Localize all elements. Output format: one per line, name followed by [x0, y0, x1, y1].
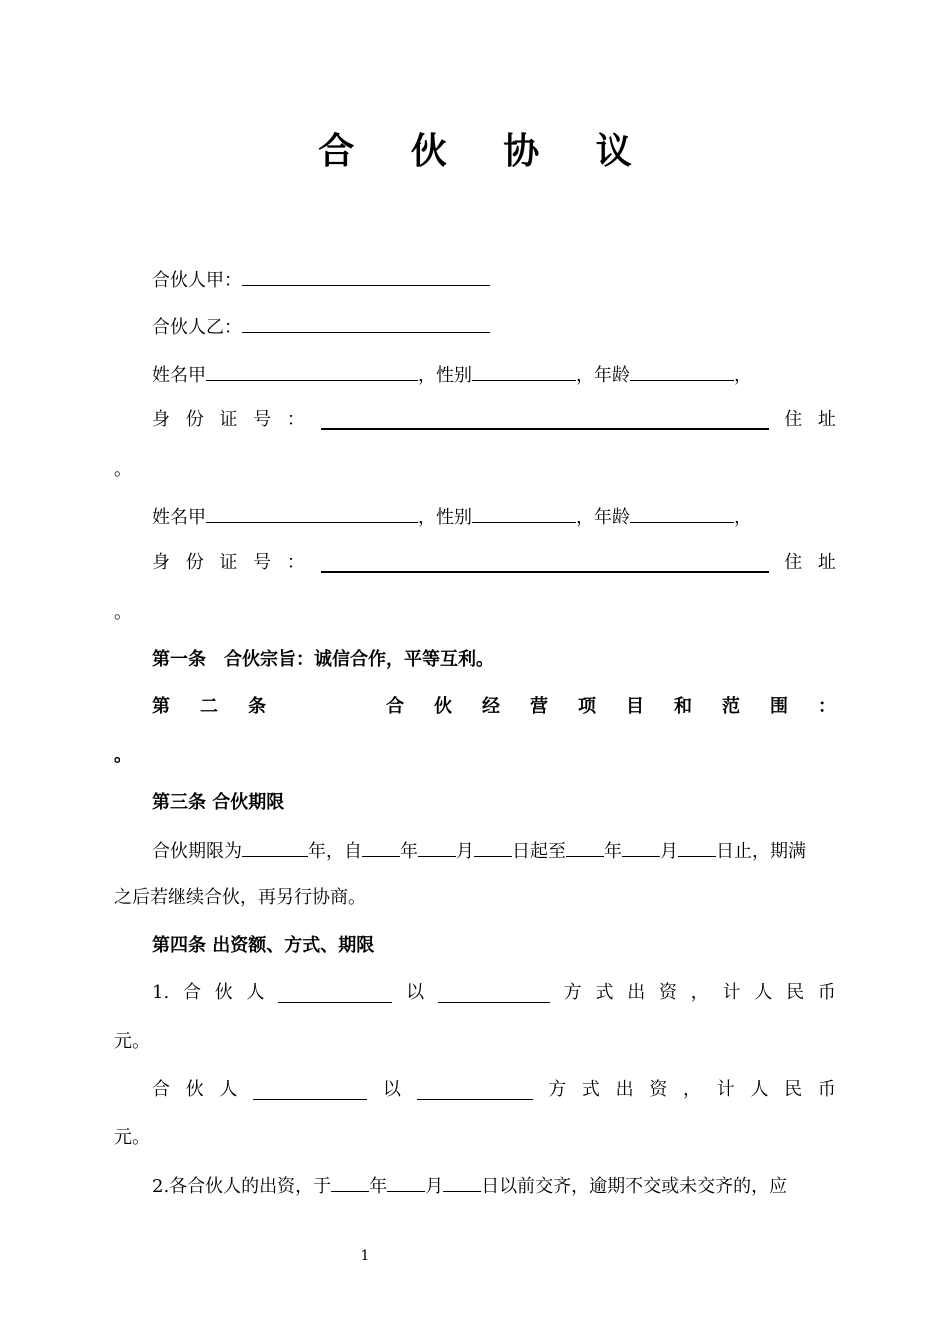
- item1-char: 计: [722, 982, 741, 1003]
- item1b-partner-blank[interactable]: [253, 1081, 367, 1100]
- person1-id-char: 号: [253, 409, 272, 430]
- person1-name-line: [152, 362, 752, 388]
- person2-id-char: ：: [286, 552, 305, 573]
- person1-id-blank[interactable]: [321, 410, 769, 430]
- article2-char: 伙: [434, 696, 452, 717]
- person1-name-blank[interactable]: [206, 362, 418, 381]
- item1b-char: ，: [683, 1079, 702, 1100]
- person1-id-char: ：: [286, 409, 305, 430]
- item1b-char: 计: [716, 1079, 735, 1100]
- person1-id-line: [152, 408, 836, 432]
- person2-id-line: [152, 551, 836, 575]
- item1b-char: 式: [581, 1079, 600, 1100]
- item2-year-blank[interactable]: [331, 1173, 369, 1192]
- item2-text: 年: [369, 1176, 388, 1197]
- item1b-char: 伙: [185, 1079, 204, 1100]
- item1-tail: 元。: [114, 1031, 150, 1052]
- item1-partner-blank[interactable]: [278, 984, 392, 1003]
- item1b-mid: 以: [382, 1079, 401, 1100]
- article2-char: 目: [626, 696, 644, 717]
- person1-id-char: 份: [185, 409, 204, 430]
- person2-id-char: 份: [185, 552, 204, 573]
- item2-month-blank[interactable]: [387, 1173, 425, 1192]
- item1-char: 方: [563, 982, 582, 1003]
- person2-age-label: ，年龄: [576, 507, 630, 528]
- item1b-char: 出: [615, 1079, 634, 1100]
- item1-char: 资: [659, 982, 677, 1003]
- person1-address-tail: 。: [114, 459, 132, 480]
- item1-char: 1.: [152, 982, 170, 1003]
- article2-line: [152, 695, 836, 719]
- page-number: 1: [360, 1248, 370, 1264]
- item2-text: 2.各合伙人的出资，于: [152, 1176, 332, 1197]
- item1-char: 合: [182, 982, 201, 1003]
- item1b-char: 资: [649, 1079, 668, 1100]
- item1b-char: 民: [784, 1079, 803, 1100]
- article1-text: 第一条 合伙宗旨：诚信合作，平等互利。: [152, 649, 494, 670]
- item1b-char: 人: [750, 1079, 769, 1100]
- article3-text: 月: [456, 841, 474, 862]
- article3-text: 年，自: [308, 841, 362, 862]
- item1b-char: 人: [219, 1079, 238, 1100]
- item2-text: 日以前交齐，逾期不交或未交齐的，应: [481, 1176, 788, 1197]
- item1b-char: 合: [152, 1079, 170, 1100]
- item1-mid: 以: [406, 982, 425, 1003]
- article3-text: 日起至: [512, 841, 566, 862]
- article3-text: 合伙期限为: [152, 841, 242, 862]
- article2-char: 营: [530, 696, 548, 717]
- article2-char: 二: [200, 696, 218, 717]
- person1-gender-label: ，性别: [418, 365, 472, 386]
- person1-address-char: 址: [817, 409, 836, 430]
- article2-char: 合: [386, 696, 404, 717]
- partner-b-label: 合伙人乙：: [152, 317, 242, 338]
- start-month-blank[interactable]: [418, 838, 456, 857]
- person2-address-char: 址: [817, 552, 836, 573]
- person2-name-line: [152, 504, 752, 530]
- person2-id-blank[interactable]: [321, 553, 769, 573]
- person2-id-char: 号: [253, 552, 272, 573]
- person1-id-char: 证: [219, 409, 238, 430]
- item2-text: 月: [425, 1176, 444, 1197]
- article2-char: 范: [722, 696, 740, 717]
- article2-char: 经: [482, 696, 500, 717]
- item1-char: 人: [754, 982, 773, 1003]
- person1-gender-blank[interactable]: [472, 362, 576, 381]
- partner-a-label: 合伙人甲：: [152, 270, 242, 291]
- person2-age-blank[interactable]: [630, 504, 734, 523]
- item1-char: 式: [595, 982, 614, 1003]
- partner-a-blank[interactable]: [242, 267, 490, 286]
- article2-char: 第: [152, 696, 170, 717]
- person2-gender-blank[interactable]: [472, 504, 576, 523]
- article2-char: 条: [248, 696, 266, 717]
- article2-char: 项: [578, 696, 596, 717]
- item1-char: 人: [246, 982, 265, 1003]
- item1-char: 出: [627, 982, 646, 1003]
- term-years-blank[interactable]: [242, 838, 308, 857]
- article3-text: 日止，期满: [716, 841, 806, 862]
- person2-name-blank[interactable]: [206, 504, 418, 523]
- article2-tail: 。: [114, 745, 132, 766]
- item1-char: ，: [690, 982, 709, 1003]
- article3-text: 年: [400, 841, 418, 862]
- article3-p2: 之后若继续合伙，再另行协商。: [114, 887, 366, 908]
- item1-char: 币: [817, 982, 836, 1003]
- person1-id-char: 身: [152, 409, 170, 430]
- person1-age-end: ，: [734, 365, 752, 386]
- end-month-blank[interactable]: [622, 838, 660, 857]
- person2-id-char: 证: [219, 552, 238, 573]
- article2-char: 围: [770, 696, 788, 717]
- person1-address-char: 住: [784, 409, 803, 430]
- article3-text: 年: [604, 841, 622, 862]
- end-year-blank[interactable]: [566, 838, 604, 857]
- article3-heading: 第三条 合伙期限: [152, 792, 285, 813]
- article4-item2-line: [152, 1173, 787, 1199]
- document-title: 合 伙 协 议: [318, 131, 654, 172]
- article2-char: ：: [818, 696, 836, 717]
- article3-text: 月: [660, 841, 678, 862]
- article3-p1: [152, 838, 806, 864]
- item1b-tail: 元。: [114, 1127, 150, 1148]
- item1b-char: 币: [817, 1079, 836, 1100]
- person2-id-char: 身: [152, 552, 170, 573]
- partner-b-line: [152, 314, 490, 340]
- person2-address-tail: 。: [114, 602, 132, 623]
- item1b-char: 方: [548, 1079, 567, 1100]
- person1-age-blank[interactable]: [630, 362, 734, 381]
- person2-age-end: ，: [734, 507, 752, 528]
- item1b-method-blank[interactable]: [417, 1081, 533, 1100]
- item1-char: 民: [786, 982, 805, 1003]
- item1-char: 伙: [214, 982, 233, 1003]
- person1-name-label: 姓名甲: [152, 365, 206, 386]
- person2-gender-label: ，性别: [418, 507, 472, 528]
- person2-address-char: 住: [784, 552, 803, 573]
- start-year-blank[interactable]: [362, 838, 400, 857]
- article4-item1-line: [152, 981, 836, 1005]
- start-day-blank[interactable]: [474, 838, 512, 857]
- partner-a-line: [152, 267, 490, 293]
- item2-day-blank[interactable]: [443, 1173, 481, 1192]
- article4-item1b-line: [152, 1078, 836, 1102]
- item1-method-blank[interactable]: [438, 984, 550, 1003]
- end-day-blank[interactable]: [678, 838, 716, 857]
- person2-name-label: 姓名甲: [152, 507, 206, 528]
- article2-char: 和: [674, 696, 692, 717]
- partner-b-blank[interactable]: [242, 314, 490, 333]
- article4-heading: 第四条 出资额、方式、期限: [152, 935, 375, 956]
- person1-age-label: ，年龄: [576, 365, 630, 386]
